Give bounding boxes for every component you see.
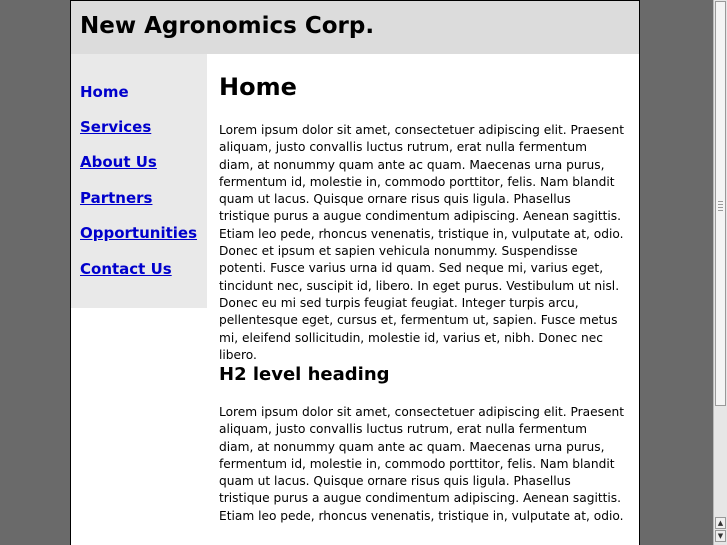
sidebar-nav (71, 54, 207, 308)
nav-item-home[interactable]: Home (80, 83, 129, 101)
body-paragraph-1: Lorem ipsum dolor sit amet, consectetuer adipiscing elit. Praesent aliquam, justo convallis luctus rutrum, erat nulla fermentum diam, at nonummy quam ante ac quam. Maecenas urna purus, fermentum id, molestie in, commodo porttitor, felis. Nam blandit quam ut lacus. Quisque ornare risus quis ligula. Phasellus tristique purus a augue condimentum adipiscing. Aenean sagittis. Etiam leo pede, rhoncus venenatis, tristique in, vulputate at, odio. Donec et ipsum et sapien vehicula nonummy. Suspendisse potenti. Fusce varius urna id quam. Sed neque mi, varius eget, tincidunt nec, suscipit id, libero. In eget purus. Vestibulum ut nisl. Donec eu mi sed turpis feugiat feugiat. Integer turpis arcu, pellentesque eget, cursus et, fermentum ut, sapien. Fusce metus mi, eleifend sollicitudin, molestie id, varius et, nibh. Donec nec libero. (219, 123, 624, 362)
section-heading: H2 level heading (219, 364, 390, 385)
nav-item-about-us[interactable]: About Us (80, 153, 157, 171)
site-header (71, 1, 639, 54)
arrow-down-icon: ▼ (717, 532, 724, 540)
scroll-up-button[interactable] (715, 517, 726, 529)
page-container (70, 0, 640, 545)
page-heading: Home (219, 73, 297, 101)
arrow-up-icon: ▲ (717, 519, 724, 527)
nav-item-contact-us[interactable]: Contact Us (80, 260, 172, 278)
body-paragraph-2: Lorem ipsum dolor sit amet, consectetuer adipiscing elit. Praesent aliquam, justo convallis luctus rutrum, erat nulla fermentum diam, at nonummy quam ante ac quam. Maecenas urna purus, fermentum id, molestie in, commodo porttitor, felis. Nam blandit quam ut lacus. Quisque ornare risus quis ligula. Phasellus tristique purus a augue condimentum adipiscing. Aenean sagittis. Etiam leo pede, rhoncus venenatis, tristique in, vulputate at, odio. (219, 405, 624, 523)
nav-item-opportunities[interactable]: Opportunities (80, 224, 198, 242)
scrollbar-grip-icon (718, 201, 723, 213)
site-title: New Agronomics Corp. (80, 13, 375, 39)
scroll-down-button[interactable] (715, 530, 726, 542)
scrollbar-thumb[interactable] (715, 1, 726, 406)
nav-item-services[interactable]: Services (80, 118, 152, 136)
nav-item-partners[interactable]: Partners (80, 189, 153, 207)
vertical-scrollbar[interactable] (713, 0, 727, 545)
